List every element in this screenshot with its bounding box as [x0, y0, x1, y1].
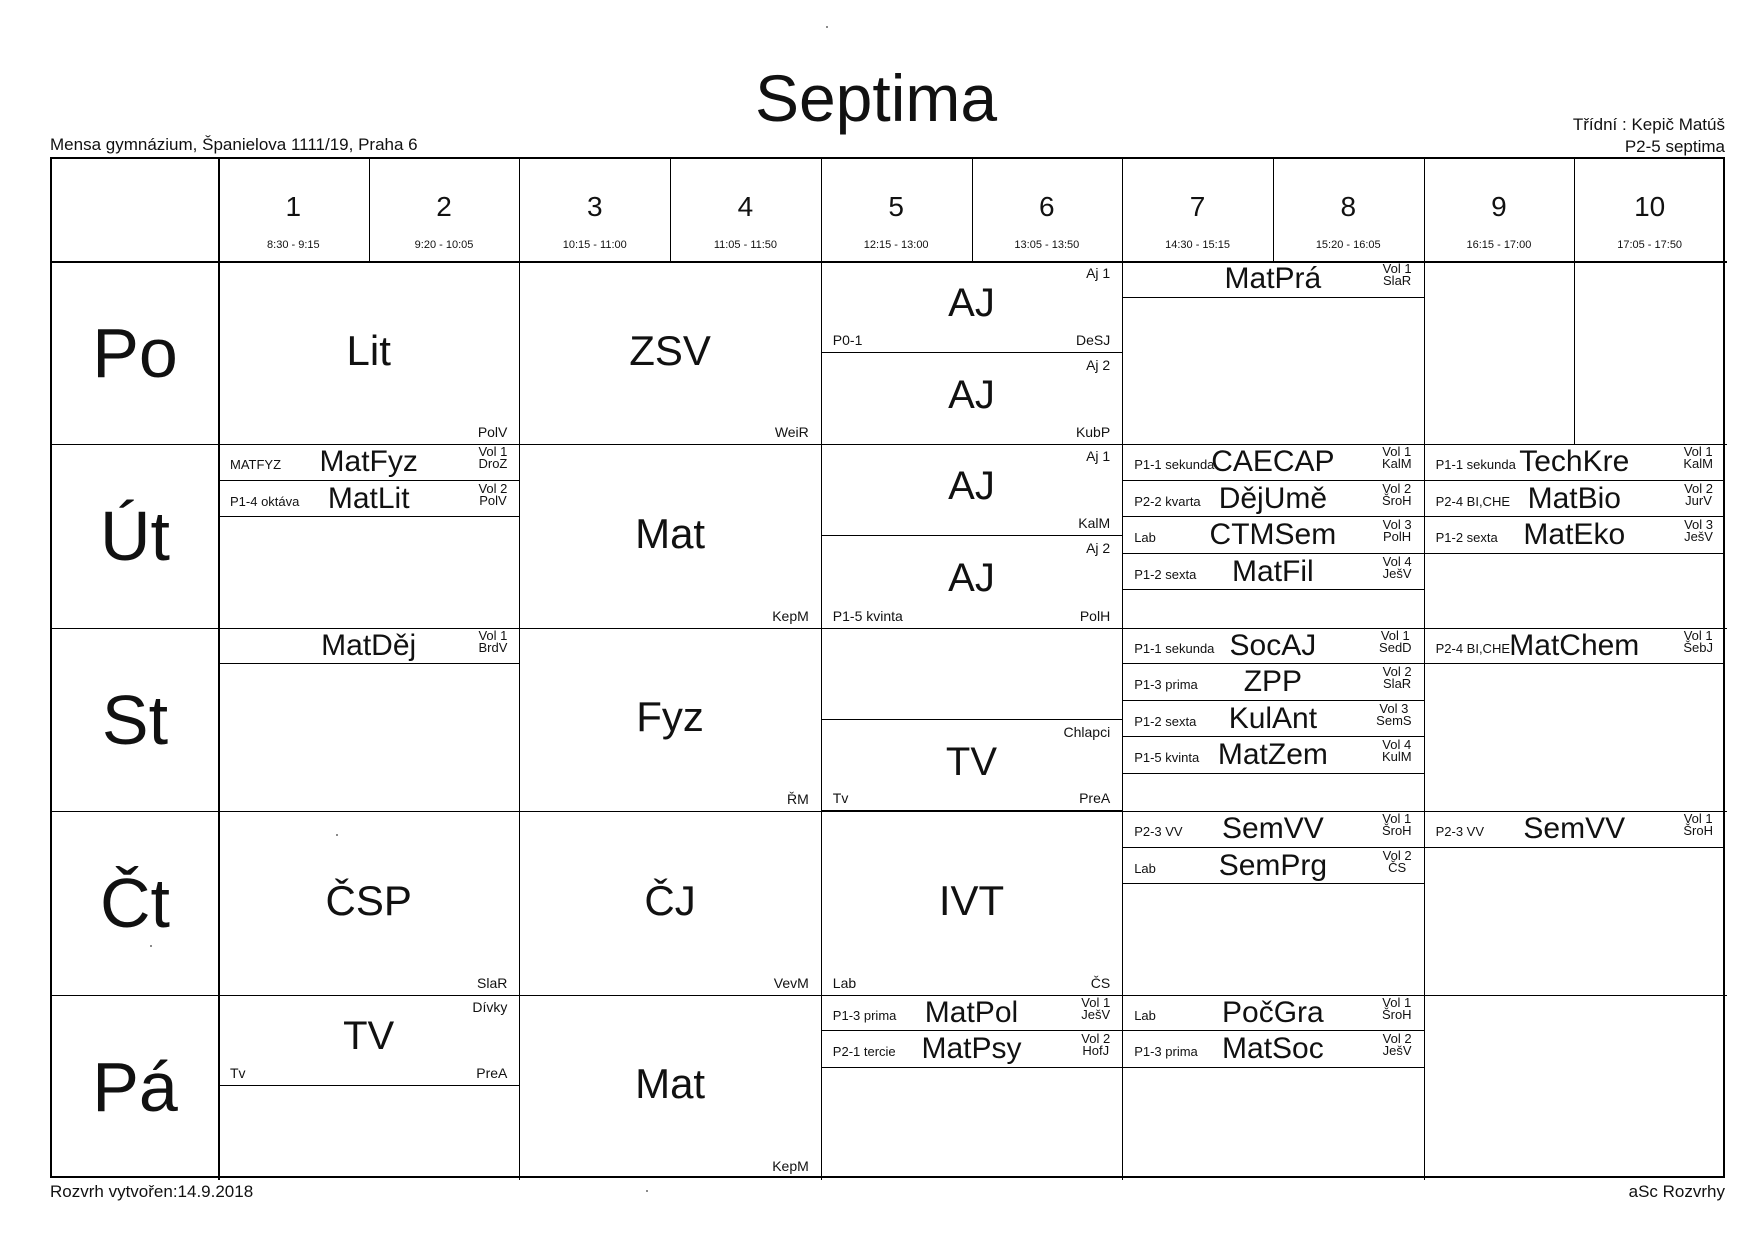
room-label: P1-4 oktáva [230, 493, 300, 509]
room-label: Lab [1134, 530, 1156, 546]
elective-group [1081, 994, 1111, 1022]
room-label: P1-1 sekunda [1134, 457, 1215, 473]
subject-name: IVT [938, 876, 1005, 924]
subject-name: MatSoc [1222, 1032, 1324, 1066]
elective-lesson[interactable] [1122, 737, 1423, 774]
subject-name: MatBio [1527, 481, 1621, 515]
subject-name: SemPrg [1218, 848, 1328, 882]
grid-line [369, 159, 370, 261]
lesson[interactable] [821, 353, 1122, 445]
elective-group [1383, 666, 1412, 690]
elective-number: Vol 3 [1379, 700, 1409, 716]
lesson-block[interactable] [519, 811, 820, 994]
period-time: 16:15 - 17:00 [1466, 239, 1532, 251]
page-title: Septima [754, 61, 998, 135]
room-label: Lab [1134, 860, 1156, 876]
lesson-block[interactable] [821, 444, 1122, 627]
teacher-code: PolH [1079, 607, 1111, 624]
period-number: 8 [1340, 191, 1357, 222]
group-label: Aj 1 [1086, 265, 1111, 281]
subject-name: PočGra [1222, 995, 1324, 1029]
room-label: P2-3 VV [1134, 824, 1183, 840]
scan-speck [646, 1190, 648, 1192]
room-label: MATFYZ [230, 457, 282, 473]
period-time: 17:05 - 17:50 [1617, 239, 1683, 251]
teacher-code: WeiR [774, 424, 809, 441]
lesson[interactable] [821, 811, 1122, 994]
elective-number: Vol 1 [1380, 627, 1410, 643]
room-label: P1-2 sexta [1134, 713, 1197, 729]
elective-lesson[interactable] [1424, 517, 1725, 554]
footer-software: aSc Rozvrhy [1628, 1182, 1725, 1201]
elective-group [1382, 553, 1412, 581]
room-label: P1-2 sexta [1435, 530, 1498, 546]
lesson[interactable] [821, 444, 1122, 536]
period-number: 3 [586, 191, 603, 222]
subject-name: SemVV [1222, 812, 1324, 846]
subject-name: Mat [635, 510, 706, 558]
lesson[interactable] [218, 261, 519, 444]
subject-name: SocAJ [1229, 628, 1317, 662]
elective-group [1383, 1033, 1412, 1057]
class-teacher: Třídní : Kepič Matúš [1572, 115, 1725, 134]
grid-line [1574, 261, 1575, 444]
lesson-block[interactable] [519, 995, 820, 1178]
teacher-code: ŠebJ [1683, 639, 1713, 655]
teacher-code: PolV [477, 424, 508, 441]
teacher-code: JešV [1081, 1006, 1111, 1022]
period-time: 13:05 - 13:50 [1014, 239, 1080, 251]
elective-number: Vol 1 [1382, 261, 1412, 276]
teacher-code: ŘM [787, 791, 809, 808]
elective-number: Vol 2 [1081, 1031, 1111, 1047]
room-label: Tv [230, 1065, 246, 1082]
grid-line [1574, 159, 1575, 261]
lesson-block[interactable] [218, 444, 519, 627]
elective-lesson[interactable] [218, 481, 519, 518]
elective-group [478, 480, 508, 508]
lesson-block[interactable] [519, 261, 820, 444]
grid-line [670, 159, 671, 261]
elective-lesson[interactable] [1424, 628, 1725, 665]
period-number: 1 [285, 191, 302, 222]
room-label: Lab [1134, 1007, 1156, 1023]
elective-lesson[interactable] [1122, 811, 1423, 848]
elective-group [1381, 480, 1412, 508]
teacher-code: JešV [1684, 529, 1713, 545]
lesson-block[interactable] [218, 811, 519, 994]
scan-speck [336, 834, 338, 836]
lesson-block[interactable] [821, 995, 1122, 1178]
school-name: Mensa gymnázium, Španielova 1111/19, Praha 6 [50, 135, 418, 154]
grid-line [972, 159, 973, 261]
room-label: Lab [832, 974, 857, 991]
subject-name: MatDěj [321, 628, 417, 662]
teacher-code: SemS [1376, 712, 1412, 728]
lesson-block[interactable] [1424, 811, 1725, 994]
subject-name: DějUmě [1218, 481, 1328, 515]
grid-line [821, 159, 822, 261]
teacher-code: JurV [1685, 492, 1712, 508]
elective-lesson[interactable] [1122, 664, 1423, 701]
period-time: 9:20 - 10:05 [414, 239, 474, 251]
subject-name: ZPP [1243, 665, 1303, 699]
teacher-code: PolV [479, 492, 507, 508]
period-time: 12:15 - 13:00 [863, 239, 929, 251]
subject-name: Lit [346, 326, 391, 374]
period-number: 5 [888, 191, 904, 222]
teacher-code: HofJ [1082, 1043, 1110, 1059]
elective-lesson[interactable] [1122, 517, 1423, 554]
elective-lesson[interactable] [1122, 701, 1423, 738]
subject-name: MatEko [1523, 518, 1626, 552]
elective-lesson[interactable] [1122, 628, 1423, 665]
elective-group [1382, 847, 1412, 875]
group-label: Dívky [472, 998, 508, 1015]
room-label: P1-5 kvinta [832, 607, 903, 624]
elective-lesson[interactable] [218, 628, 519, 665]
teacher-code: DroZ [478, 456, 508, 472]
lesson-block[interactable] [821, 628, 1122, 811]
elective-number: Vol 1 [1382, 444, 1412, 460]
elective-number: Vol 1 [1683, 444, 1713, 460]
lesson-block[interactable] [218, 261, 519, 444]
grid-line [1122, 159, 1123, 261]
teacher-code: ŠroH [1381, 823, 1412, 839]
teacher-code: SlaR [1383, 676, 1412, 692]
subject-name: KulAnt [1228, 701, 1318, 735]
elective-number: Vol 2 [1684, 480, 1713, 496]
lesson[interactable] [821, 261, 1122, 353]
teacher-code: PreA [1079, 790, 1111, 807]
elective-group [1379, 627, 1412, 655]
elective-lesson[interactable] [1122, 481, 1423, 518]
lesson-block[interactable] [1424, 628, 1725, 811]
elective-number: Vol 3 [1684, 517, 1713, 533]
room-label: P1-1 sekunda [1435, 457, 1516, 473]
elective-group [1382, 446, 1412, 470]
elective-number: Vol 2 [1382, 1031, 1412, 1047]
subject-name: MatFil [1232, 554, 1314, 588]
elective-group [1382, 739, 1412, 763]
elective-group [1381, 994, 1412, 1022]
room-label: P2-3 VV [1435, 824, 1485, 840]
lesson-block[interactable] [218, 628, 519, 811]
lesson-block[interactable] [218, 995, 519, 1178]
teacher-code: JešV [1382, 1043, 1412, 1059]
footer-created: Rozvrh vytvořen:14.9.2018 [50, 1182, 254, 1201]
subject-name: ZSV [629, 326, 711, 374]
subject-name: AJ [948, 555, 995, 600]
elective-number: Vol 2 [478, 480, 508, 496]
room-label: P1-3 prima [1134, 677, 1198, 693]
elective-number: Vol 1 [478, 627, 508, 643]
elective-lesson[interactable] [218, 444, 519, 481]
lesson[interactable] [519, 995, 820, 1178]
lesson[interactable] [519, 444, 820, 627]
elective-lesson[interactable] [1122, 554, 1423, 591]
subject-name: MatPrá [1224, 262, 1322, 295]
period-time: 11:05 - 11:50 [713, 239, 778, 251]
elective-lesson[interactable] [1424, 481, 1725, 518]
elective-number: Vol 2 [1382, 664, 1412, 680]
teacher-code: KepM [772, 607, 809, 624]
teacher-code: DeSJ [1075, 331, 1111, 348]
teacher-code: ČS [1090, 974, 1111, 991]
subject-name: TV [343, 1014, 395, 1059]
teacher-code: KubP [1075, 424, 1111, 441]
subject-name: SemVV [1523, 812, 1626, 846]
lesson-block[interactable] [1122, 444, 1423, 627]
subject-name: MatChem [1509, 628, 1640, 662]
elective-number: Vol 1 [478, 444, 508, 460]
lesson[interactable] [821, 719, 1122, 811]
room-label: P2-1 tercie [832, 1044, 896, 1060]
room-label: P2-4 BI,CHE [1435, 640, 1511, 656]
elective-group [478, 627, 508, 655]
room-label: P2-2 kvarta [1134, 493, 1201, 509]
room-label: P1-3 prima [832, 1007, 897, 1023]
elective-number: Vol 1 [1382, 811, 1412, 827]
elective-group [1683, 813, 1713, 837]
period-time: 14:30 - 15:15 [1165, 239, 1230, 251]
elective-group [1683, 446, 1713, 470]
elective-number: Vol 3 [1382, 517, 1412, 533]
elective-lesson[interactable] [1122, 995, 1423, 1032]
subject-name: AJ [948, 464, 995, 509]
elective-group [1383, 263, 1412, 287]
day-label: Čt [100, 864, 170, 943]
subject-name: TechKre [1519, 445, 1630, 479]
lesson[interactable] [519, 811, 820, 994]
group-label: Aj 2 [1086, 540, 1111, 557]
day-label: Pá [92, 1047, 178, 1126]
lesson[interactable] [218, 995, 519, 1087]
lesson[interactable] [821, 536, 1122, 628]
subject-name: MatLit [327, 481, 410, 515]
day-label: St [101, 680, 169, 759]
teacher-code: SlaR [477, 974, 508, 991]
subject-name: ČJ [644, 876, 696, 924]
elective-number: Vol 4 [1382, 737, 1412, 753]
classroom: P2-5 septima [1624, 137, 1725, 156]
subject-name: CAECAP [1211, 445, 1335, 479]
room-label: P2-4 BI,CHE [1435, 493, 1511, 509]
subject-name: Mat [635, 1060, 706, 1108]
period-number: 9 [1491, 191, 1507, 222]
subject-name: ČSP [325, 876, 412, 924]
elective-lesson[interactable] [1424, 444, 1725, 481]
teacher-code: KalM [1078, 515, 1111, 532]
room-label: P0-1 [832, 331, 863, 348]
teacher-code: SlaR [1383, 273, 1412, 288]
elective-lesson[interactable] [1122, 1031, 1423, 1068]
subject-name: Fyz [636, 693, 704, 741]
lesson-block[interactable] [821, 811, 1122, 994]
elective-number: Vol 1 [1683, 627, 1713, 643]
elective-number: Vol 2 [1382, 480, 1412, 496]
lesson-block[interactable] [519, 444, 820, 627]
period-number: 10 [1634, 191, 1666, 222]
elective-lesson[interactable] [1122, 261, 1423, 298]
teacher-code: KulM [1381, 749, 1412, 765]
teacher-code: PolH [1383, 529, 1412, 545]
elective-number: Vol 1 [1683, 811, 1713, 827]
lesson-block[interactable] [1424, 444, 1725, 627]
subject-name: MatZem [1217, 738, 1328, 772]
teacher-code: ŠroH [1381, 492, 1412, 508]
elective-number: Vol 2 [1382, 847, 1412, 863]
lesson-block[interactable] [519, 628, 820, 811]
period-number: 7 [1189, 191, 1206, 222]
room-label: P1-2 sexta [1134, 566, 1197, 582]
lesson-block[interactable] [1122, 261, 1423, 444]
room-label: P1-3 prima [1134, 1044, 1198, 1060]
period-time: 15:20 - 16:05 [1315, 239, 1381, 251]
lesson[interactable] [519, 628, 820, 811]
subject-name: MatPol [924, 995, 1019, 1029]
teacher-code: PreA [476, 1065, 508, 1082]
grid-line [1424, 159, 1425, 261]
period-number: 6 [1039, 191, 1055, 222]
elective-number: Vol 1 [1081, 994, 1111, 1010]
teacher-code: KalM [1381, 456, 1412, 472]
elective-number: Vol 4 [1382, 553, 1412, 569]
teacher-code: ČS [1388, 859, 1407, 875]
subject-name: TV [945, 740, 998, 785]
elective-lesson[interactable] [1424, 811, 1725, 848]
subject-name: MatPsy [921, 1032, 1022, 1066]
subject-name: MatFyz [319, 445, 418, 479]
elective-lesson[interactable] [1122, 848, 1423, 885]
lesson-block[interactable] [821, 261, 1122, 444]
lesson[interactable] [218, 811, 519, 994]
group-label: Aj 1 [1086, 448, 1111, 465]
period-number: 4 [737, 191, 754, 222]
elective-lesson[interactable] [821, 995, 1122, 1032]
elective-group [1684, 480, 1713, 508]
teacher-code: KepM [772, 1157, 809, 1174]
teacher-code: ŠroH [1683, 823, 1713, 839]
day-label: Po [92, 314, 178, 392]
teacher-code: SedD [1379, 639, 1412, 655]
period-number: 2 [436, 191, 452, 222]
elective-group [478, 446, 507, 470]
room-label: P1-5 kvinta [1134, 750, 1200, 766]
grid-line [519, 159, 520, 261]
lesson-block[interactable] [1122, 811, 1423, 994]
subject-name: AJ [948, 280, 995, 325]
teacher-code: KalM [1683, 456, 1713, 472]
elective-group [1383, 519, 1412, 543]
room-label: Tv [832, 790, 849, 807]
elective-group [1684, 519, 1713, 543]
subject-name: CTMSem [1209, 518, 1337, 552]
elective-lesson[interactable] [821, 1031, 1122, 1068]
subject-name: AJ [948, 372, 995, 417]
timetable-grid [50, 157, 1725, 1178]
elective-lesson[interactable] [1122, 444, 1423, 481]
period-time: 10:15 - 11:00 [562, 239, 627, 251]
room-label: P1-1 sekunda [1134, 640, 1215, 656]
teacher-code: BrdV [478, 639, 508, 655]
elective-group [1683, 627, 1713, 655]
lesson[interactable] [519, 261, 820, 444]
lesson-block[interactable] [1122, 628, 1423, 811]
elective-group [1376, 700, 1412, 728]
teacher-code: ŠroH [1381, 1006, 1412, 1022]
elective-group [1081, 1033, 1110, 1057]
group-label: Aj 2 [1086, 356, 1111, 373]
lesson-block[interactable] [1122, 995, 1423, 1178]
elective-group [1382, 813, 1412, 837]
period-time: 8:30 - 9:15 [267, 239, 320, 251]
teacher-code: VevM [773, 974, 809, 991]
day-label: Út [100, 497, 170, 576]
scan-speck [826, 26, 828, 28]
grid-line [1273, 159, 1274, 261]
elective-number: Vol 1 [1382, 994, 1412, 1010]
group-label: Chlapci [1063, 724, 1111, 741]
teacher-code: JešV [1382, 565, 1412, 581]
scan-speck [150, 945, 152, 947]
